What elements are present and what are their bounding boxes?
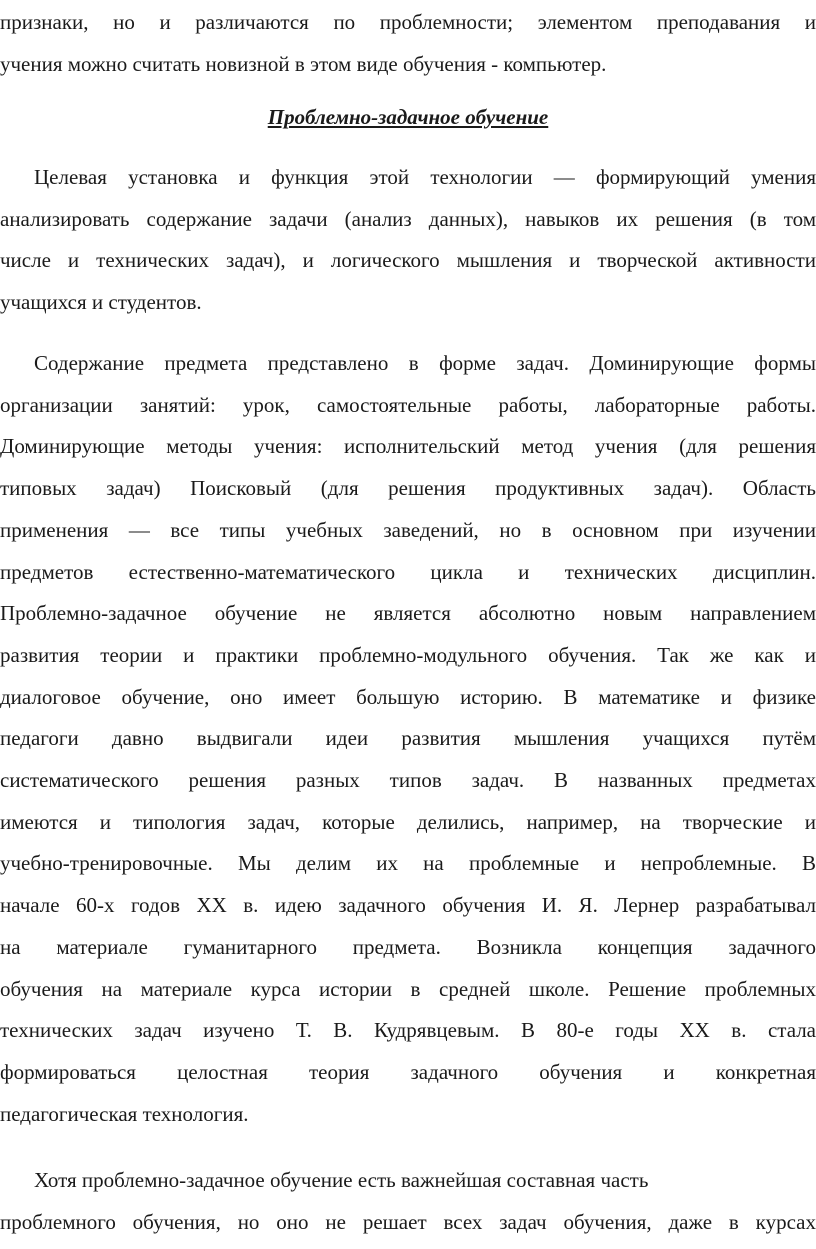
text-line: учащихся и студентов. [0,290,202,315]
text-line: типовых задач) Поисковый (для решения продуктивных задач). Область [0,476,816,501]
text-line: Содержание предмета представлено в форме задач. Доминирующие формы [34,351,816,375]
text-line: учебно-тренировочные. Мы делим их на проблемные и непроблемные. В [0,851,816,876]
text-line: формироваться целостная теория задачного обучения и конкретная [0,1059,816,1084]
text-line: числе и технических задач), и логического мышления и творческой активности [0,248,816,273]
text-line: имеются и типология задач, которые делились, например, на творческие и [0,809,816,834]
text-line: организации занятий: урок, самостоятельные работы, лабораторные работы. [0,392,816,417]
section-heading: Проблемно-задачное обучение [267,105,549,129]
text-line: обучения на материале курса истории в средней школе. Решение проблемных [0,976,816,1001]
text-line: анализировать содержание задачи (анализ данных), навыков их решения (в том [0,206,816,231]
text-line: на материале гуманитарного предмета. Возникла концепция задачного [0,934,816,959]
text-line: Целевая установка и функция этой технологии — формирующий умения [34,165,816,189]
text-line: применения — все типы учебных заведений, но в основном при изучении [0,517,816,542]
text-line: технических задач изучено Т. В. Кудрявцевым. В 80-е годы XX в. стала [0,1018,816,1043]
text-line: проблемного обучения, но оно не решает всех задач обучения, даже в курсах [0,1209,816,1234]
paragraph-goal [0,157,816,324]
text-line: развития теории и практики проблемно-модульного обучения. Так же как и [0,642,816,667]
paragraph-closing [0,1160,816,1243]
text-line: диалоговое обучение, оно имеет большую историю. В математике и физике [0,684,816,709]
text-line: систематического решения разных типов задач. В названных предметах [0,768,816,793]
text-line: педагоги давно выдвигали идеи развития мышления учащихся путём [0,726,816,751]
text-line: признаки, но и различаются по проблемности; элементом преподавания и [0,10,816,34]
text-line: предметов естественно-математического цикла и технических дисциплин. [0,559,816,584]
text-line: Хотя проблемно-задачное обучение есть важнейшая составная часть [34,1168,649,1192]
text-line: учения можно считать новизной в этом виде обучения - компьютер. [0,51,607,76]
paragraph-content [0,343,816,1135]
text-line: начале 60-х годов XX в. идею задачного обучения И. Я. Лернер разрабатывал [0,893,816,918]
text-line: Доминирующие методы учения: исполнительский метод учения (для решения [0,434,816,459]
text-line: педагогическая технология. [0,1101,249,1126]
text-line: Проблемно-задачное обучение не является абсолютно новым направлением [0,601,816,626]
intro-paragraph [0,2,816,85]
